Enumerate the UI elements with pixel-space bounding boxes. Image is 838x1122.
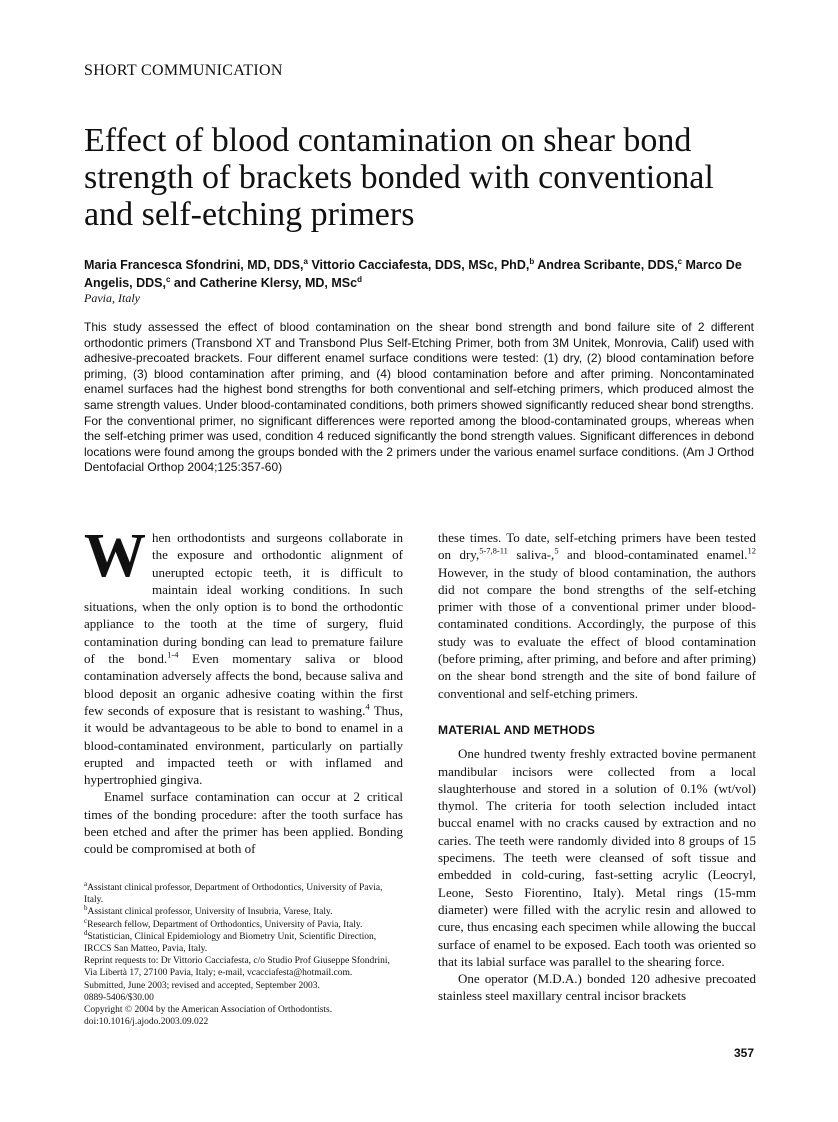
body-column-left — [84, 522, 403, 858]
footnote — [84, 906, 403, 918]
section-label: SHORT COMMUNICATION — [84, 62, 283, 79]
author-name: Andrea Scribante, DDS, — [537, 258, 678, 272]
text-run: Enamel surface contamination can occur at 2 critical times of the bonding procedure: after the tooth surface has been etched and after the primer has been applied. Bonding could be compromised at both of — [84, 789, 403, 857]
text-run: these times. To date, self-etching primers have been tested on dry, — [438, 530, 756, 563]
footnote-mark: d — [84, 928, 88, 937]
footnotes — [84, 879, 403, 1028]
footnote-text: Submitted, June 2003; revised and accepted, September 2003. — [84, 980, 320, 991]
citation-ref: 1-4 — [167, 649, 179, 660]
footnote-text: 0889-5406/$30.00 — [84, 992, 154, 1003]
methods-paragraph-2: One operator (M.D.A.) bonded 120 adhesive precoated stainless steel maxillary central incisor brackets — [438, 971, 756, 1004]
body-column-right — [438, 529, 756, 1005]
intro-paragraph-1 — [84, 522, 403, 788]
author-affiliation-mark: c — [677, 256, 683, 266]
text-run: and blood-contaminated enamel. — [558, 547, 748, 563]
author-name: Maria Francesca Sfondrini, MD, DDS, — [84, 258, 304, 272]
footnote — [84, 955, 403, 979]
footnote-text: Copyright © 2004 by the American Association of Orthodontists. — [84, 1005, 333, 1016]
author-affiliation-mark: b — [529, 256, 535, 266]
drop-cap: W — [84, 522, 146, 590]
footnote-text: doi:10.1016/j.ajodo.2003.09.022 — [84, 1017, 209, 1028]
citation-ref: 12 — [747, 545, 756, 556]
intro-paragraph-2 — [84, 788, 403, 857]
text-run: saliva-, — [507, 547, 555, 563]
footnote-text: Research fellow, Department of Orthodontics, University of Pavia, Italy. — [87, 919, 363, 930]
methods-paragraph-1: One hundred twenty freshly extracted bovine permanent mandibular incisors were collected from a local slaughterhouse and stored in a solution of 0.1% (wt/vol) thymol. The criteria for tooth selection included intact buccal enamel with no cracks caused by extraction and no caries. The teeth were randomly divided into 8 groups of 15 specimens. The teeth were cleansed of soft tissue and embedded in cold-curing, fast-setting acrylic (Leocryl, Leone, Sesto Fiorentino, Italy). Metal rings (15-mm diameter) were filled with the acrylic resin and allowed to cure, thus encasing each specimen while allowing the buccal surface of enamel to be exposed. Each tooth was oriented so that its labial surface was parallel to the shearing force. — [438, 746, 756, 969]
author-affiliation-mark: c — [165, 274, 171, 284]
footnote-mark: a — [84, 879, 88, 888]
text-run: Even momentary saliva or blood contamination adversely affects the bond, because saliva and blood deposit an organic adhesive coating within the first few seconds of exposure that is resistant to washing. — [84, 651, 403, 718]
author-name: Marco De Angelis, DDS, — [84, 258, 742, 290]
footnote — [84, 928, 403, 955]
citation-ref: 5-7,8-11 — [479, 545, 508, 556]
footnote — [84, 992, 403, 1004]
footnote-text: Statistician, Clinical Epidemiology and Biometry Unit, Scientific Direction, IRCCS San Matteo, Pavia, Italy. — [84, 931, 377, 955]
abstract: This study assessed the effect of blood contamination on the shear bond strength and bond failure site of 2 different orthodontic primers (Transbond XT and Transbond Plus Self-Etching Primer, both from 3M Unitek, Monrovia, Calif) used with adhesive-precoated brackets. Four different enamel surface conditions were tested: (1) dry, (2) blood contamination before priming, (3) blood contamination after priming, and (4) blood contamination before and after priming. Noncontaminated enamel surfaces had the highest bond strengths for both conventional and self-etching primers, which produced almost the same strength values. Under blood-contaminated conditions, both primers showed significantly reduced shear bond strengths. For the conventional primer, no significant differences were reported among the blood-contaminated groups, whereas when the self-etching primer was used, condition 4 reduced significantly the bond strength values. Significant differences in debond locations were found among the groups bonded with the 2 primers under the various enamel surface conditions. (Am J Orthod Dentofacial Orthop 2004;125:357-60) — [84, 320, 754, 475]
footnote-text: Reprint requests to: Dr Vittorio Cacciafesta, c/o Studio Prof Giuseppe Sfondrini, Via Libertà 17, 27100 Pavia, Italy; e-mail, vcacciafesta@hotmail.com. — [84, 956, 390, 979]
author-affiliation-mark: a — [303, 256, 308, 266]
section-heading-methods: MATERIAL AND METHODS — [438, 722, 596, 737]
page-number: 357 — [734, 1046, 755, 1060]
article-title: Effect of blood contamination on shear bond strength of brackets bonded with conventional and self-etching primers — [84, 122, 714, 233]
footnote — [84, 1004, 403, 1016]
author-name: and Catherine Klersy, MD, MSc — [173, 276, 358, 290]
author-list — [84, 256, 764, 292]
citation-ref: 5 — [554, 545, 559, 556]
footnote — [84, 1016, 403, 1028]
citation-ref: 4 — [365, 701, 370, 712]
footnote — [84, 879, 403, 906]
author-affiliation-mark: d — [357, 274, 362, 284]
affiliation: Pavia, Italy — [84, 291, 140, 305]
footnote-text: Assistant clinical professor, University of Insubria, Varese, Italy. — [87, 907, 333, 918]
footnote-text: Assistant clinical professor, Department of Orthodontics, University of Pavia, Italy. — [84, 883, 383, 906]
footnote-mark: b — [84, 904, 88, 913]
footnote-mark: c — [84, 916, 88, 925]
intro-paragraph-2-continued — [438, 529, 756, 702]
text-run: Thus, it would be advantageous to be able to bond to enamel in a blood-contaminated environment, particularly on partially erupted and impacted teeth or with inflamed and hypertrophied gingiva. — [84, 702, 403, 788]
author-name: Vittorio Cacciafesta, DDS, MSc, PhD, — [311, 258, 530, 272]
text-run: However, in the study of blood contamination, the authors did not compare the bond strengths of the self-etching primer with those of a conventional primer under blood-contaminated conditions. Accordingly, the purpose of this study was to evaluate the effect of blood contamination (before priming, after priming, and before and after priming) on the shear bond strength and the site of bond failure of conventional and self-etching primers. — [438, 564, 756, 701]
text-run: hen orthodontists and surgeons collaborate in the exposure and orthodontic alignment of unerupted ectopic teeth, it is difficult to maintain ideal working conditions. In such situations, when the only option is to bond the orthodontic appliance to the tooth at the time of surgery, fluid contamination during bonding can lead to premature failure of the bond. — [84, 530, 403, 667]
footnote — [84, 980, 403, 992]
footnote — [84, 916, 403, 931]
